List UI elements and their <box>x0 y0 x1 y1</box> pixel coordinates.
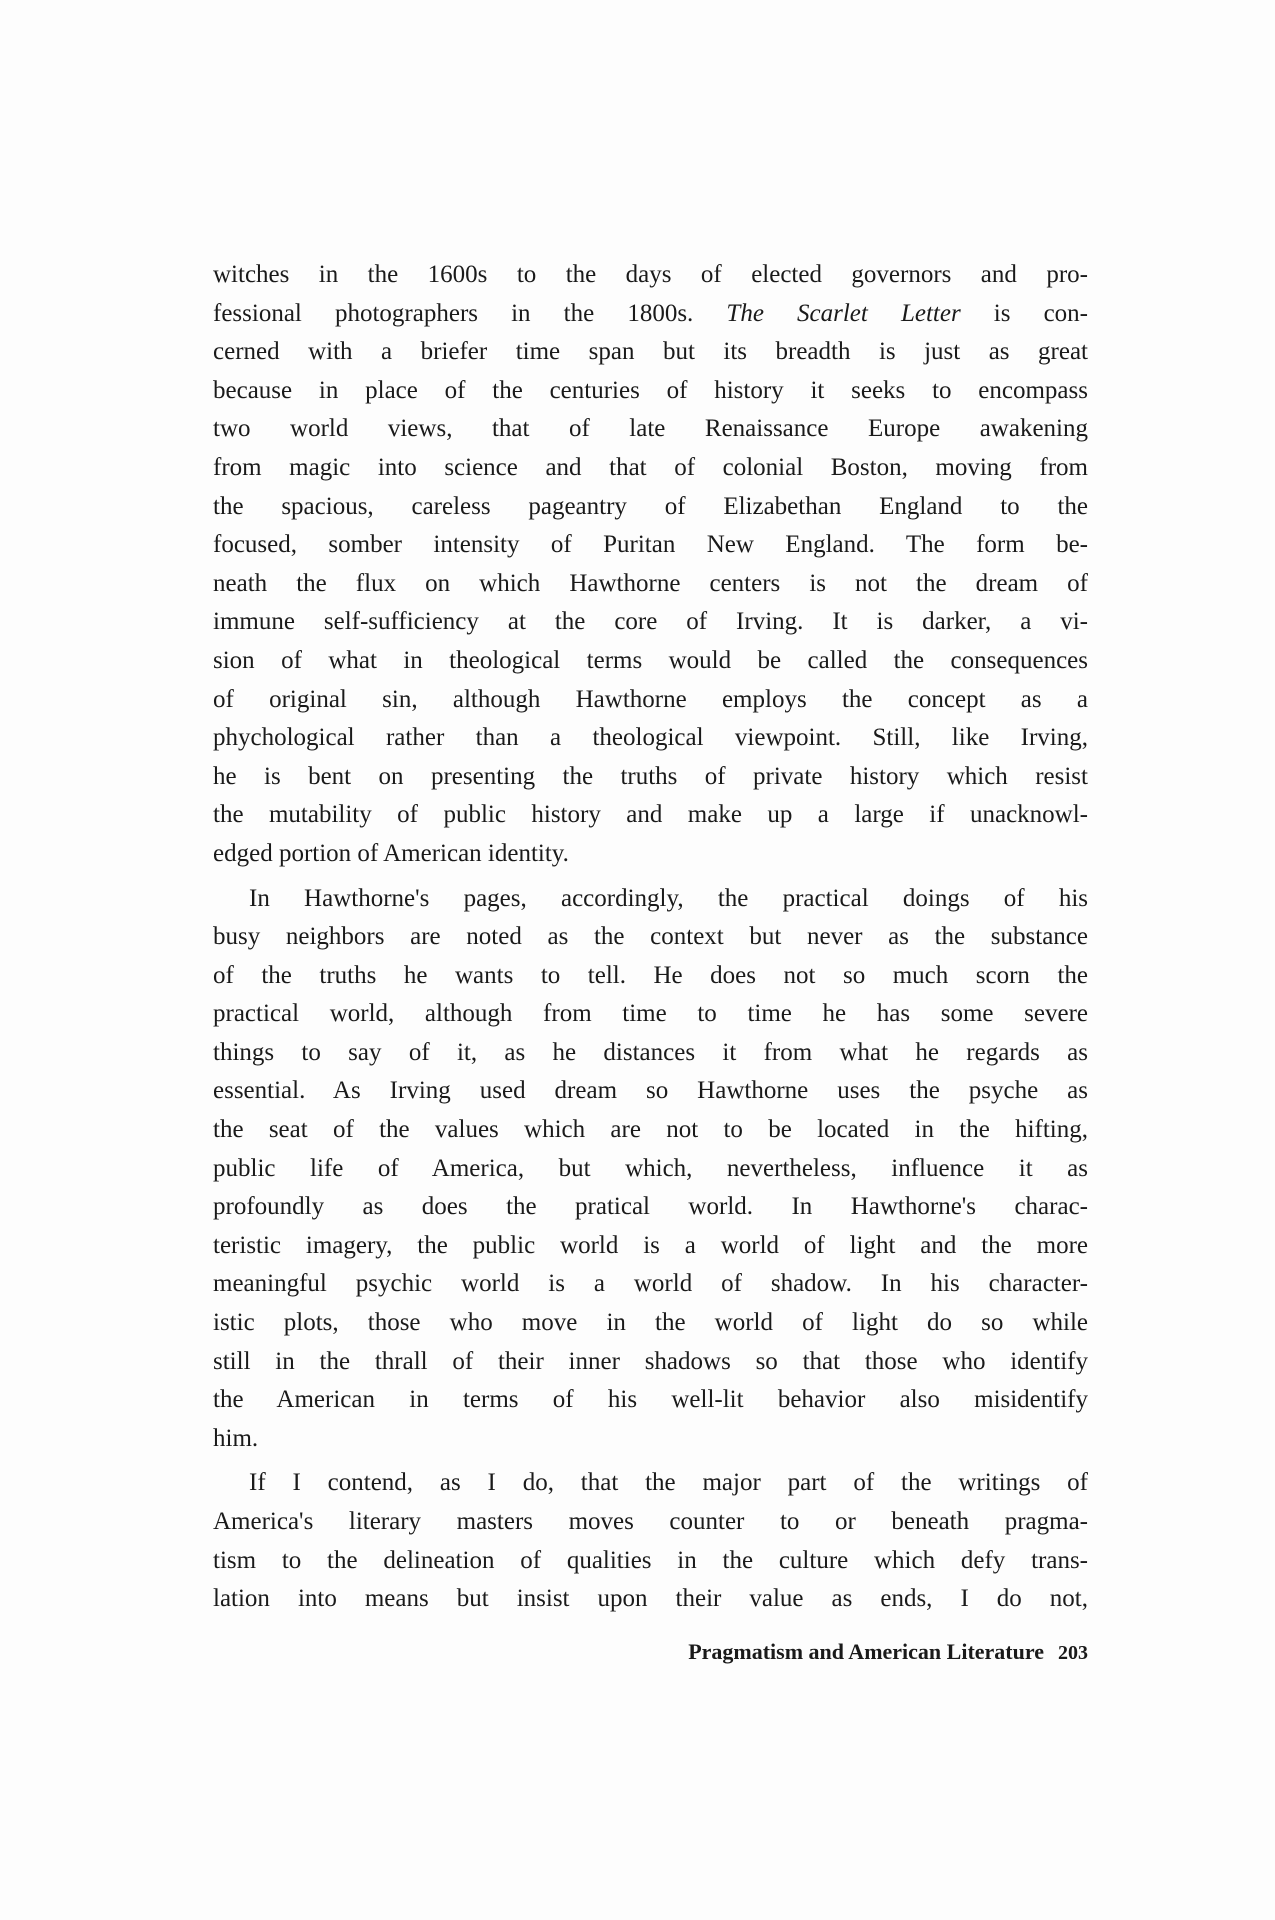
text-line: from magic into science and that of colonial Boston, moving from <box>213 453 1088 481</box>
text-line: things to say of it, as he distances it from what he regards as <box>213 1038 1088 1066</box>
text-line: neath the flux on which Hawthorne centers is not the dream of <box>213 569 1088 597</box>
text-line: profoundly as does the pratical world. In Hawthorne's charac- <box>213 1193 1088 1221</box>
text-line: cerned with a briefer time span but its breadth is just as great <box>213 338 1088 366</box>
text-line-with-title <box>213 295 1088 334</box>
text-line: istic plots, those who move in the world of light do so while <box>213 1309 1088 1337</box>
text-line: phychological rather than a theological viewpoint. Still, like Irving, <box>213 724 1088 752</box>
text-line: busy neighbors are noted as the context but never as the substance <box>213 923 1088 951</box>
text-line: him. <box>213 1424 259 1452</box>
paragraph-1 <box>213 256 1088 874</box>
text-line: public life of America, but which, nevertheless, influence it as <box>213 1154 1088 1182</box>
text-line: the American in terms of his well-lit behavior also misidentify <box>213 1386 1088 1414</box>
text-line: because in place of the centuries of history it seeks to encompass <box>213 376 1088 404</box>
text-line: tism to the delineation of qualities in the culture which defy trans- <box>213 1546 1088 1574</box>
text-line: teristic imagery, the public world is a world of light and the more <box>213 1231 1088 1259</box>
text-fragment: is con- <box>960 299 1089 327</box>
text-line: In Hawthorne's pages, accordingly, the practical doings of his <box>249 884 1088 912</box>
running-title: Pragmatism and American Literature <box>688 1639 1044 1664</box>
book-title: The Scarlet Letter <box>726 299 961 327</box>
text-line: two world views, that of late Renaissance Europe awakening <box>213 415 1088 443</box>
text-line: edged portion of American identity. <box>213 839 569 867</box>
text-line: lation into means but insist upon their value as ends, I do not, <box>213 1585 1088 1613</box>
text-line: focused, somber intensity of Puritan New England. The form be- <box>213 531 1088 559</box>
text-line: sion of what in theological terms would be called the consequences <box>213 646 1088 674</box>
page-number: 203 <box>1058 1642 1088 1664</box>
text-line: of original sin, although Hawthorne employs the concept as a <box>213 685 1088 713</box>
paragraph-3 <box>213 1464 1088 1618</box>
paragraph-2 <box>213 880 1088 1459</box>
text-fragment: fessional photographers in the 1800s. <box>213 299 727 327</box>
text-line: still in the thrall of their inner shadows so that those who identify <box>213 1347 1088 1375</box>
text-line: he is bent on presenting the truths of private history which resist <box>213 762 1088 790</box>
text-line: practical world, although from time to time he has some severe <box>213 1000 1088 1028</box>
text-line: meaningful psychic world is a world of shadow. In his character- <box>213 1270 1088 1298</box>
text-line: America's literary masters moves counter to or beneath pragma- <box>213 1508 1088 1535</box>
text-line: immune self-sufficiency at the core of Irving. It is darker, a vi- <box>213 608 1088 636</box>
page-body <box>213 256 1088 1625</box>
text-line: If I contend, as I do, that the major part of the writings of <box>249 1469 1088 1497</box>
text-line: witches in the 1600s to the days of elected governors and pro- <box>213 261 1088 288</box>
text-line: the mutability of public history and make up a large if unacknowl- <box>213 801 1088 829</box>
text-line: the seat of the values which are not to be located in the hifting, <box>213 1116 1088 1144</box>
text-line: essential. As Irving used dream so Hawthorne uses the psyche as <box>213 1077 1088 1105</box>
text-line: the spacious, careless pageantry of Elizabethan England to the <box>213 492 1088 520</box>
page-footer <box>590 1639 1088 1665</box>
text-line: of the truths he wants to tell. He does not so much scorn the <box>213 961 1088 989</box>
